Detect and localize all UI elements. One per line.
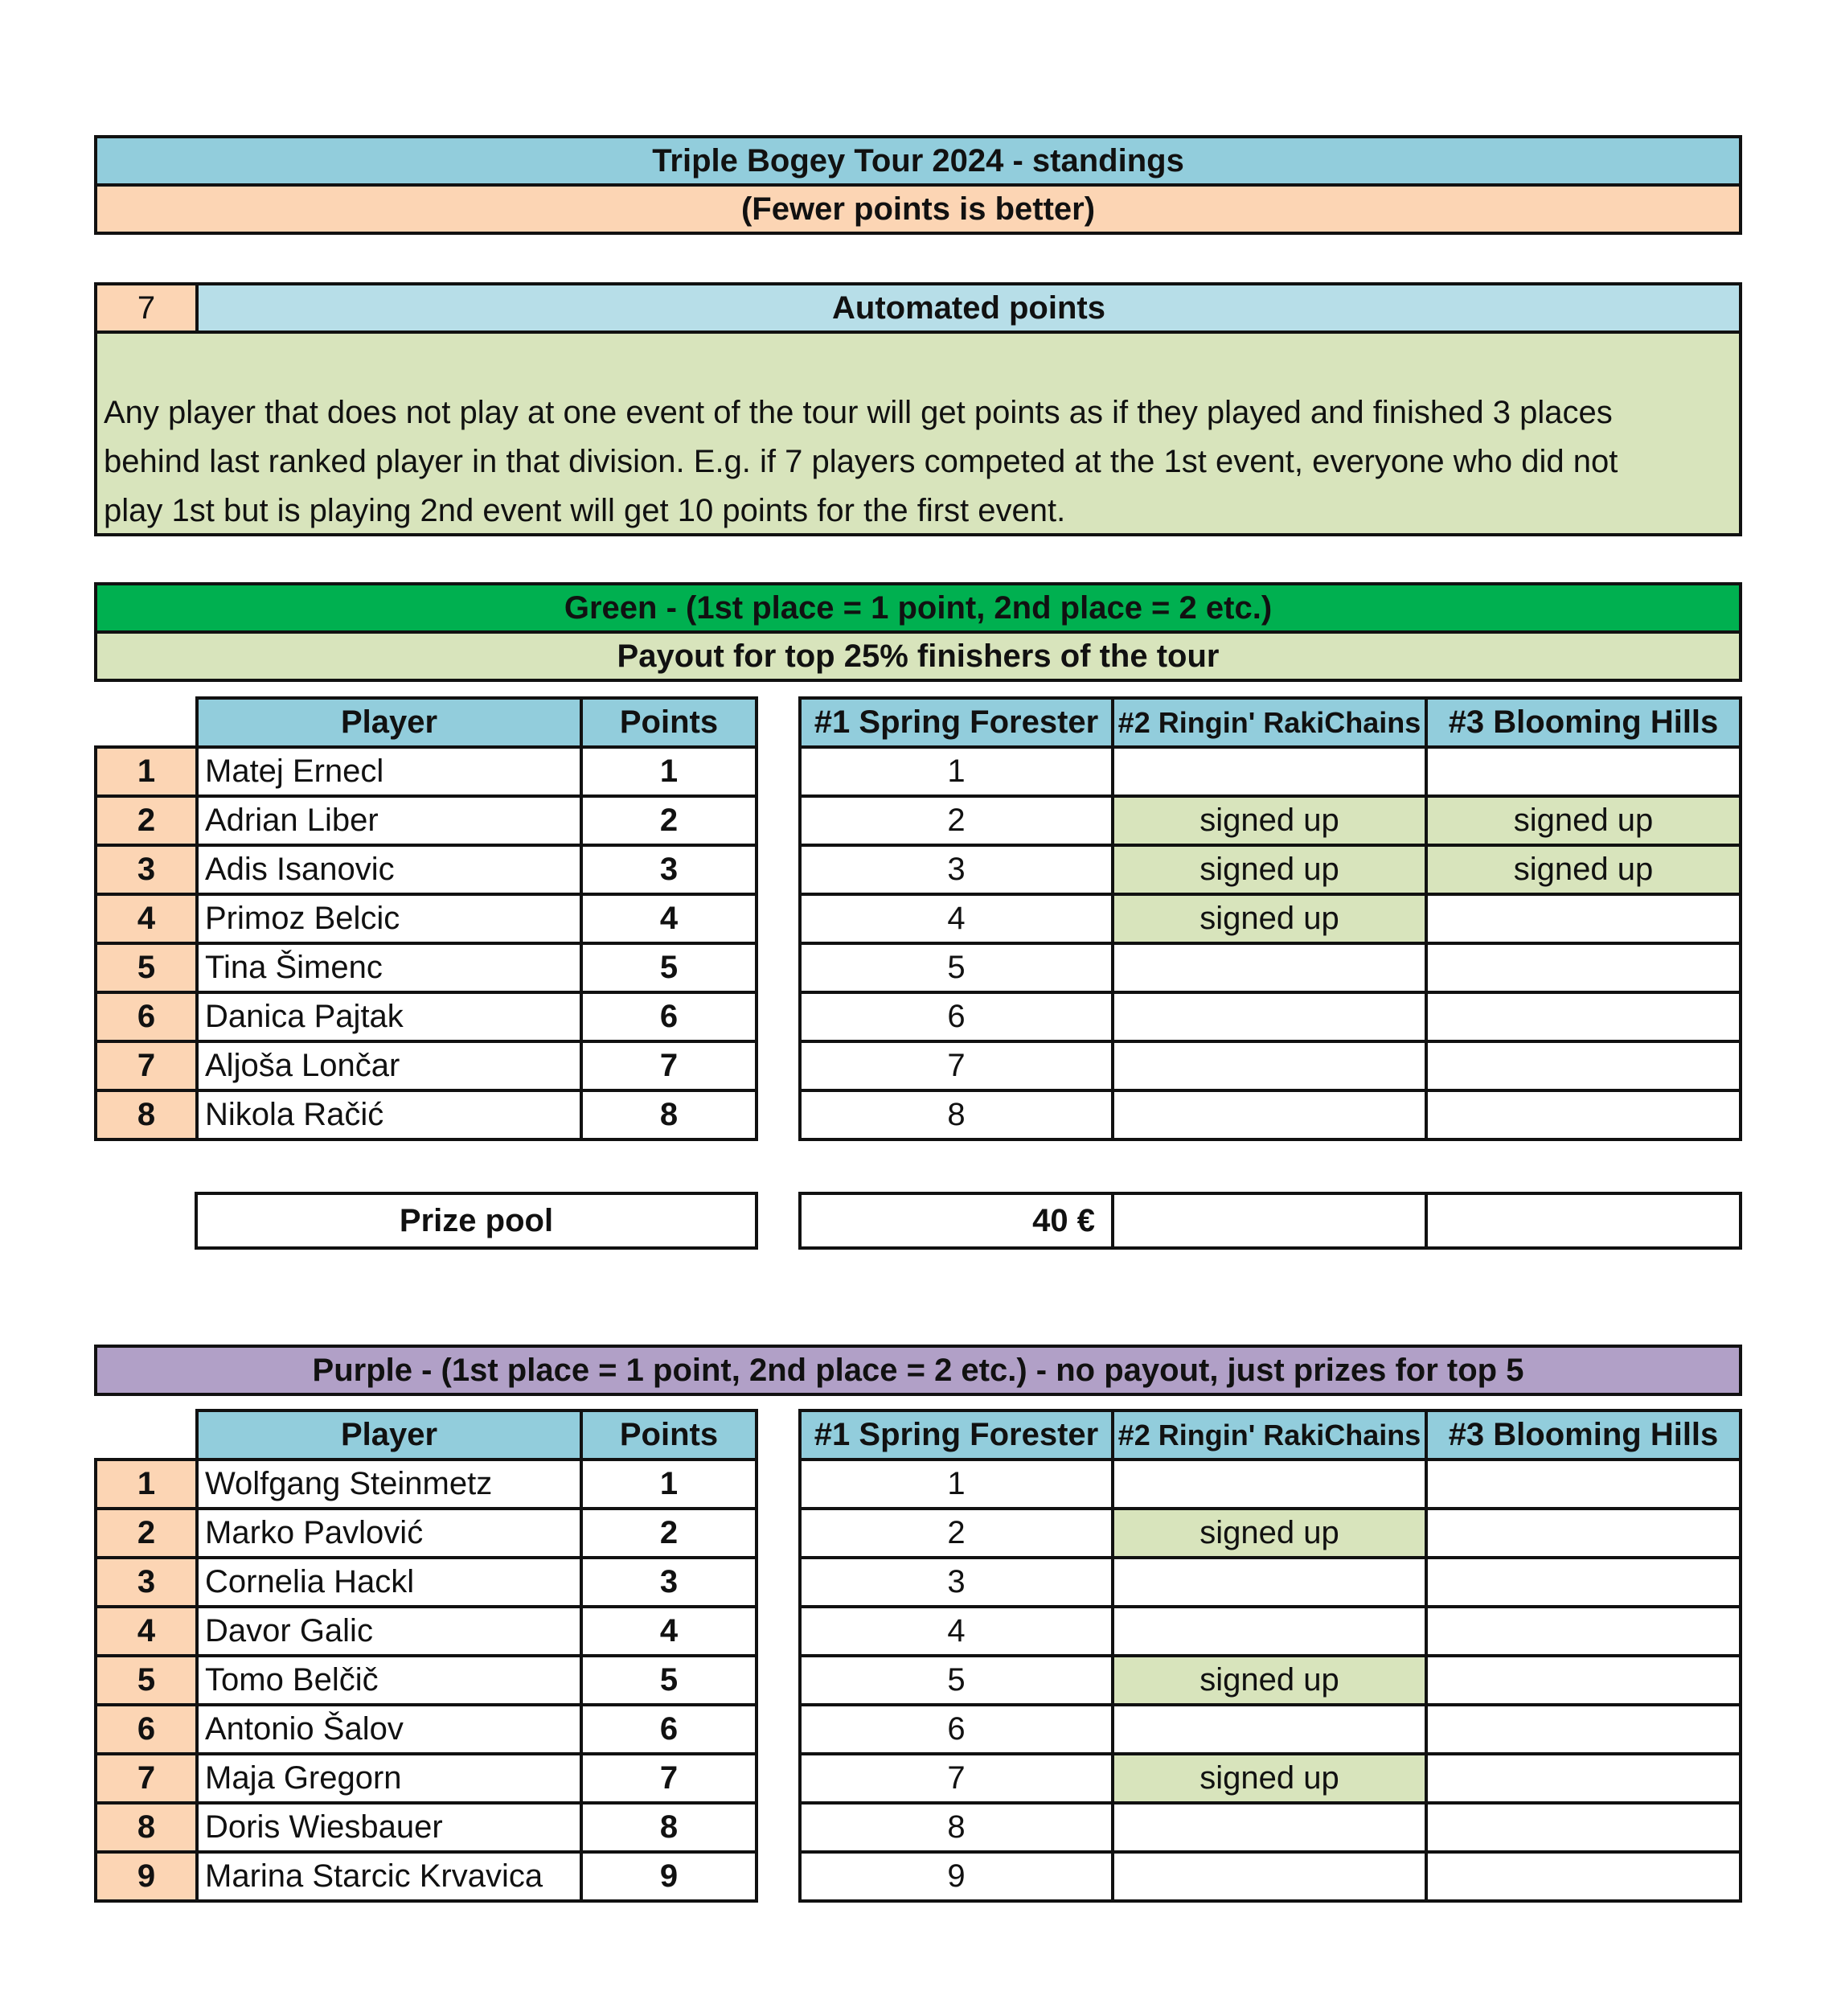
purple-row-2-points: 2 — [580, 1507, 758, 1559]
purple-row-9-event1: 9 — [798, 1850, 1114, 1903]
purple-row-3-event2 — [1111, 1556, 1428, 1608]
prize-pool-value: 40 € — [798, 1192, 1114, 1250]
green-row-2-event1: 2 — [798, 794, 1114, 847]
purple-row-6-rank: 6 — [94, 1703, 199, 1755]
green-row-7-event3 — [1425, 1040, 1742, 1092]
purple-event1-column-header: #1 Spring Forester — [798, 1409, 1114, 1461]
green-row-6-player: Danica Pajtak — [195, 991, 583, 1043]
purple-row-5-rank: 5 — [94, 1654, 199, 1706]
purple-row-4-player: Davor Galic — [195, 1605, 583, 1657]
green-row-4-event2: signed up — [1111, 893, 1428, 945]
purple-event3-column-header: #3 Blooming Hills — [1425, 1409, 1742, 1461]
automated-points-number: 7 — [94, 282, 199, 334]
green-row-8-event2 — [1111, 1089, 1428, 1141]
purple-row-4-points: 4 — [580, 1605, 758, 1657]
purple-division-heading: Purple - (1st place = 1 point, 2nd place = 2 etc.) - no payout, just prizes for top 5 — [94, 1345, 1742, 1396]
purple-event2-column-header: #2 Ringin' RakiChains — [1111, 1409, 1428, 1461]
green-row-2-event2: signed up — [1111, 794, 1428, 847]
green-row-8-rank: 8 — [94, 1089, 199, 1141]
purple-row-6-points: 6 — [580, 1703, 758, 1755]
purple-row-8-event2 — [1111, 1801, 1428, 1854]
purple-row-5-player: Tomo Belčič — [195, 1654, 583, 1706]
purple-row-6-event1: 6 — [798, 1703, 1114, 1755]
green-row-1-player: Matej Ernecl — [195, 745, 583, 798]
purple-row-6-player: Antonio Šalov — [195, 1703, 583, 1755]
green-row-5-event3 — [1425, 942, 1742, 994]
purple-row-6-event3 — [1425, 1703, 1742, 1755]
purple-row-3-player: Cornelia Hackl — [195, 1556, 583, 1608]
green-points-column-header: Points — [580, 696, 758, 749]
green-row-4-points: 4 — [580, 893, 758, 945]
green-row-8-points: 8 — [580, 1089, 758, 1141]
green-row-2-rank: 2 — [94, 794, 199, 847]
purple-row-3-rank: 3 — [94, 1556, 199, 1608]
purple-row-9-event2 — [1111, 1850, 1428, 1903]
green-row-4-event1: 4 — [798, 893, 1114, 945]
purple-row-9-points: 9 — [580, 1850, 758, 1903]
purple-row-2-player: Marko Pavlović — [195, 1507, 583, 1559]
green-division-heading: Green - (1st place = 1 point, 2nd place = 2 etc.) — [94, 582, 1742, 634]
purple-row-8-points: 8 — [580, 1801, 758, 1854]
purple-row-7-player: Maja Gregorn — [195, 1752, 583, 1805]
purple-row-4-rank: 4 — [94, 1605, 199, 1657]
green-row-7-event1: 7 — [798, 1040, 1114, 1092]
purple-row-1-event2 — [1111, 1458, 1428, 1510]
purple-row-5-event1: 5 — [798, 1654, 1114, 1706]
purple-row-1-rank: 1 — [94, 1458, 199, 1510]
green-row-3-player: Adis Isanovic — [195, 844, 583, 896]
purple-row-7-rank: 7 — [94, 1752, 199, 1805]
prize-pool-event2 — [1111, 1192, 1428, 1250]
automated-points-line-3: play 1st but is playing 2nd event will get 10 points for the first event. — [104, 493, 1066, 528]
green-row-6-rank: 6 — [94, 991, 199, 1043]
purple-row-1-points: 1 — [580, 1458, 758, 1510]
green-row-2-points: 2 — [580, 794, 758, 847]
green-row-7-event2 — [1111, 1040, 1428, 1092]
green-row-7-rank: 7 — [94, 1040, 199, 1092]
purple-row-5-event2: signed up — [1111, 1654, 1428, 1706]
purple-row-1-player: Wolfgang Steinmetz — [195, 1458, 583, 1510]
green-row-7-player: Aljoša Lončar — [195, 1040, 583, 1092]
green-row-1-event2 — [1111, 745, 1428, 798]
green-row-6-event3 — [1425, 991, 1742, 1043]
green-row-3-event1: 3 — [798, 844, 1114, 896]
purple-row-9-event3 — [1425, 1850, 1742, 1903]
purple-row-3-event3 — [1425, 1556, 1742, 1608]
green-row-6-event1: 6 — [798, 991, 1114, 1043]
purple-row-1-event1: 1 — [798, 1458, 1114, 1510]
prize-pool-label: Prize pool — [195, 1192, 758, 1250]
automated-points-description — [94, 331, 1742, 536]
purple-row-7-points: 7 — [580, 1752, 758, 1805]
green-division-subheading: Payout for top 25% finishers of the tour — [94, 630, 1742, 682]
purple-row-8-player: Doris Wiesbauer — [195, 1801, 583, 1854]
purple-row-9-player: Marina Starcic Krvavica — [195, 1850, 583, 1903]
green-row-5-event2 — [1111, 942, 1428, 994]
green-row-1-event1: 1 — [798, 745, 1114, 798]
green-row-3-points: 3 — [580, 844, 758, 896]
purple-row-4-event3 — [1425, 1605, 1742, 1657]
purple-row-4-event2 — [1111, 1605, 1428, 1657]
green-row-2-player: Adrian Liber — [195, 794, 583, 847]
purple-player-column-header: Player — [195, 1409, 583, 1461]
purple-row-7-event2: signed up — [1111, 1752, 1428, 1805]
purple-row-8-event3 — [1425, 1801, 1742, 1854]
green-row-5-event1: 5 — [798, 942, 1114, 994]
green-row-1-event3 — [1425, 745, 1742, 798]
purple-row-8-event1: 8 — [798, 1801, 1114, 1854]
purple-row-5-points: 5 — [580, 1654, 758, 1706]
purple-row-2-event3 — [1425, 1507, 1742, 1559]
purple-row-5-event3 — [1425, 1654, 1742, 1706]
purple-row-2-event1: 2 — [798, 1507, 1114, 1559]
green-row-4-player: Primoz Belcic — [195, 893, 583, 945]
green-player-column-header: Player — [195, 696, 583, 749]
green-row-8-event3 — [1425, 1089, 1742, 1141]
green-event1-column-header: #1 Spring Forester — [798, 696, 1114, 749]
green-row-6-event2 — [1111, 991, 1428, 1043]
green-row-1-rank: 1 — [94, 745, 199, 798]
green-row-7-points: 7 — [580, 1040, 758, 1092]
green-row-5-player: Tina Šimenc — [195, 942, 583, 994]
green-row-6-points: 6 — [580, 991, 758, 1043]
purple-row-7-event1: 7 — [798, 1752, 1114, 1805]
purple-row-8-rank: 8 — [94, 1801, 199, 1854]
green-row-1-points: 1 — [580, 745, 758, 798]
purple-row-3-points: 3 — [580, 1556, 758, 1608]
purple-row-6-event2 — [1111, 1703, 1428, 1755]
purple-row-4-event1: 4 — [798, 1605, 1114, 1657]
green-row-5-rank: 5 — [94, 942, 199, 994]
page-subtitle: (Fewer points is better) — [94, 183, 1742, 235]
purple-points-column-header: Points — [580, 1409, 758, 1461]
purple-row-2-event2: signed up — [1111, 1507, 1428, 1559]
automated-points-line-2: behind last ranked player in that division. E.g. if 7 players competed at the 1st event, everyone who did not — [104, 444, 1618, 479]
purple-row-1-event3 — [1425, 1458, 1742, 1510]
green-row-2-event3: signed up — [1425, 794, 1742, 847]
purple-row-9-rank: 9 — [94, 1850, 199, 1903]
purple-row-7-event3 — [1425, 1752, 1742, 1805]
automated-points-heading: Automated points — [195, 282, 1742, 334]
green-row-8-player: Nikola Račić — [195, 1089, 583, 1141]
automated-points-line-1: Any player that does not play at one event of the tour will get points as if they played and finished 3 places — [104, 395, 1613, 430]
green-row-3-event3: signed up — [1425, 844, 1742, 896]
green-row-5-points: 5 — [580, 942, 758, 994]
purple-row-3-event1: 3 — [798, 1556, 1114, 1608]
page-title: Triple Bogey Tour 2024 - standings — [94, 135, 1742, 187]
prize-pool-event3 — [1425, 1192, 1742, 1250]
green-event3-column-header: #3 Blooming Hills — [1425, 696, 1742, 749]
purple-row-2-rank: 2 — [94, 1507, 199, 1559]
green-row-4-event3 — [1425, 893, 1742, 945]
green-event2-column-header: #2 Ringin' RakiChains — [1111, 696, 1428, 749]
green-row-8-event1: 8 — [798, 1089, 1114, 1141]
green-row-3-rank: 3 — [94, 844, 199, 896]
green-row-3-event2: signed up — [1111, 844, 1428, 896]
green-row-4-rank: 4 — [94, 893, 199, 945]
